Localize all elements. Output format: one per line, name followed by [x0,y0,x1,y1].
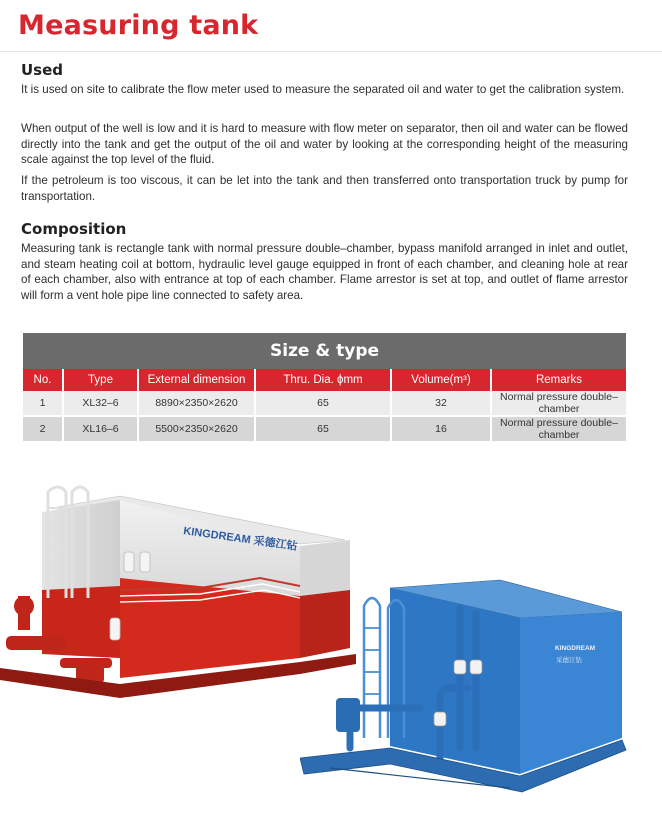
table-row [23,416,626,441]
col-header-diameter: Thru. Dia. ϕmm [255,369,391,391]
table-header-row [23,369,626,391]
used-heading: Used [21,61,64,79]
cell-type: XL32–6 [63,391,138,416]
size-type-table [23,369,626,441]
cell-type: XL16–6 [63,416,138,441]
used-paragraph-3: If the petroleum is too viscous, it can be let into the tank and then transferred onto transportation truck by pump for transportation. [21,174,628,203]
cell-dimension: 8890×2350×2620 [138,391,255,416]
cell-dimension: 5500×2350×2620 [138,416,255,441]
right-tank-logo: KINGDREAM [555,645,596,652]
col-header-dimension: External dimension [138,369,255,391]
title-divider [0,51,662,52]
cell-diameter: 65 [255,391,391,416]
used-paragraph-1: It is used on site to calibrate the flow meter used to measure the separated oil and water to get the calibration system. [21,83,625,96]
cell-volume: 16 [391,416,491,441]
used-paragraph-2: When output of the well is low and it is hard to measure with flow meter on separator, then oil and water can be flowed directly into the tank and get the output of the oil and water by looking at the corresponding height of the measuring scale against the top level of the fluid. [21,122,628,166]
col-header-remarks: Remarks [491,369,626,391]
cell-no: 2 [23,416,63,441]
right-tank-logo-cn: 采德江钻 [556,656,582,664]
cell-no: 1 [23,391,63,416]
left-tank-logo: KINGDREAM 采德江钻 [182,525,299,553]
composition-paragraph: Measuring tank is rectangle tank with normal pressure double–chamber, bypass manifold arranged in inlet and outlet, and steam heating coil at bottom, hydraulic level gauge equipped in front of each chamber, and cleaning hole at rear of each chamber, also with entrance at top of each chamber. Flame arrestor is set at top, and outlet of flame arrestor will form a vent hole pipe line connected to safety area. [21,242,628,302]
page-title: Measuring tank [18,10,259,41]
col-header-type: Type [63,369,138,391]
cell-diameter: 65 [255,416,391,441]
table-row [23,391,626,416]
blue-measuring-tank-image [300,578,630,803]
composition-heading: Composition [21,220,127,238]
cell-volume: 32 [391,391,491,416]
col-header-volume: Volume(m³) [391,369,491,391]
col-header-no: No. [23,369,63,391]
cell-remarks: Normal pressure double–chamber [491,416,626,441]
cell-remarks: Normal pressure double–chamber [491,391,626,416]
table-title: Size & type [23,333,626,369]
